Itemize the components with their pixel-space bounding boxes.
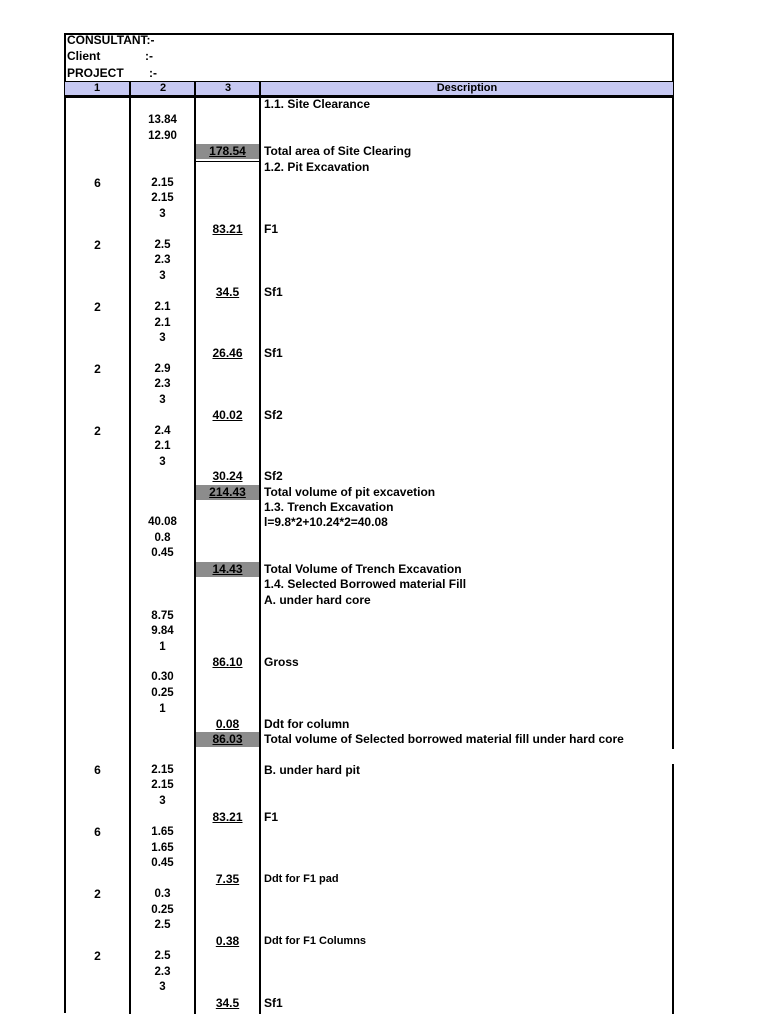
result-cell: 86.10 <box>212 655 243 669</box>
dimension-cell: 0.45 <box>151 857 174 869</box>
description-cell: Total Volume of Trench Excavation <box>264 562 462 576</box>
description-cell: Ddt for F1 Columns <box>264 935 367 947</box>
dimension-cell: 1 <box>159 641 166 653</box>
description-cell: Sf1 <box>264 285 283 299</box>
result-cell: 34.5 <box>215 285 240 299</box>
column-header-1: 1 <box>93 82 101 94</box>
dimension-cell: 3 <box>159 332 166 344</box>
result-cell: 40.02 <box>212 408 243 422</box>
dimension-cell: 2.1 <box>154 317 171 329</box>
dimension-cell: 2.4 <box>154 425 171 437</box>
dimension-cell: 0.8 <box>154 532 171 544</box>
column-header-row <box>65 82 673 95</box>
project-label: PROJECT <box>67 66 124 80</box>
dimension-cell: 1.65 <box>151 842 174 854</box>
right-border <box>672 33 674 749</box>
client-separator: :- <box>145 49 153 63</box>
top-border <box>64 33 674 35</box>
description-cell: Sf2 <box>264 408 283 422</box>
dimension-cell: 2.9 <box>154 363 171 375</box>
dimension-cell: 2.15 <box>151 779 174 791</box>
dimension-cell: 2.1 <box>154 440 171 452</box>
total-cell: 14.43 <box>196 562 259 577</box>
description-cell: 1.4. Selected Borrowed material Fill <box>264 577 467 591</box>
dimension-cell: 3 <box>159 795 166 807</box>
quantity-cell: 2 <box>94 949 101 963</box>
dimension-cell: 12.90 <box>148 130 177 142</box>
quantity-cell: 6 <box>94 825 101 839</box>
dimension-cell: 9.84 <box>151 625 174 637</box>
column-header-3: 3 <box>224 82 232 94</box>
description-cell: Ddt for column <box>264 717 350 731</box>
description-cell: F1 <box>264 810 279 824</box>
dimension-cell: 3 <box>159 270 166 282</box>
description-cell: B. under hard pit <box>264 763 360 777</box>
total-cell: 86.03 <box>196 732 259 747</box>
column-header-description: Description <box>436 82 498 94</box>
description-cell: 1.1. Site Clearance <box>264 97 371 111</box>
result-cell: 7.35 <box>215 872 240 886</box>
dimension-cell: 3 <box>159 394 166 406</box>
col-divider-3 <box>259 81 261 1014</box>
dimension-cell: 2.5 <box>154 950 171 962</box>
dimension-cell: 0.45 <box>151 547 174 559</box>
description-cell: 1.3. Trench Excavation <box>264 500 394 514</box>
result-cell: 83.21 <box>212 810 243 824</box>
quantity-cell: 2 <box>94 424 101 438</box>
result-cell: 26.46 <box>212 346 243 360</box>
dimension-cell: 2.3 <box>154 254 171 266</box>
description-cell: Gross <box>264 655 299 669</box>
total-cell: 178.54 <box>196 144 259 159</box>
dimension-cell: 2.3 <box>154 378 171 390</box>
dimension-cell: 8.75 <box>151 610 174 622</box>
dimension-cell: 2.5 <box>154 919 171 931</box>
dimension-cell: 2.5 <box>154 239 171 251</box>
description-cell: 1.2. Pit Excavation <box>264 160 370 174</box>
description-cell: Total volume of Selected borrowed material fill under hard core <box>264 732 624 746</box>
dimension-cell: 40.08 <box>148 516 177 528</box>
result-cell: 0.08 <box>215 717 240 731</box>
description-cell: Total volume of pit excavetion <box>264 485 436 499</box>
dimension-cell: 13.84 <box>148 114 177 126</box>
description-cell: Sf1 <box>264 346 283 360</box>
dimension-cell: 2.15 <box>151 192 174 204</box>
result-cell: 0.38 <box>215 934 240 948</box>
description-cell: F1 <box>264 222 279 236</box>
dimension-cell: 0.30 <box>151 671 174 683</box>
dimension-cell: 3 <box>159 981 166 993</box>
client-label: Client <box>67 49 101 63</box>
description-cell: Sf1 <box>264 996 283 1010</box>
column-header-2: 2 <box>159 82 167 94</box>
description-cell: Total area of Site Clearing <box>264 144 412 158</box>
double-rule <box>196 161 259 162</box>
quantity-cell: 2 <box>94 887 101 901</box>
quantity-cell: 2 <box>94 362 101 376</box>
quantity-cell: 2 <box>94 238 101 252</box>
result-cell: 34.5 <box>215 996 240 1010</box>
quantity-cell: 2 <box>94 300 101 314</box>
result-cell: 83.21 <box>212 222 243 236</box>
quantity-cell: 6 <box>94 763 101 777</box>
dimension-cell: 2.3 <box>154 966 171 978</box>
right-border-lower <box>672 764 674 1014</box>
quantity-cell: 6 <box>94 176 101 190</box>
description-cell: Ddt for F1 pad <box>264 873 339 885</box>
dimension-cell: 3 <box>159 456 166 468</box>
dimension-cell: 2.15 <box>151 177 174 189</box>
dimension-cell: 1 <box>159 703 166 715</box>
dimension-cell: 2.15 <box>151 764 174 776</box>
total-cell: 214.43 <box>196 485 259 500</box>
description-cell: A. under hard core <box>264 593 371 607</box>
result-cell: 30.24 <box>212 469 243 483</box>
project-separator: :- <box>149 66 157 80</box>
dimension-cell: 0.25 <box>151 687 174 699</box>
dimension-cell: 0.25 <box>151 904 174 916</box>
dimension-cell: 3 <box>159 208 166 220</box>
dimension-cell: 1.65 <box>151 826 174 838</box>
dimension-cell: 0.3 <box>154 888 171 900</box>
description-cell: Sf2 <box>264 469 283 483</box>
consultant-label: CONSULTANT:- <box>67 33 155 47</box>
description-cell: l=9.8*2+10.24*2=40.08 <box>264 515 388 529</box>
dimension-cell: 2.1 <box>154 301 171 313</box>
